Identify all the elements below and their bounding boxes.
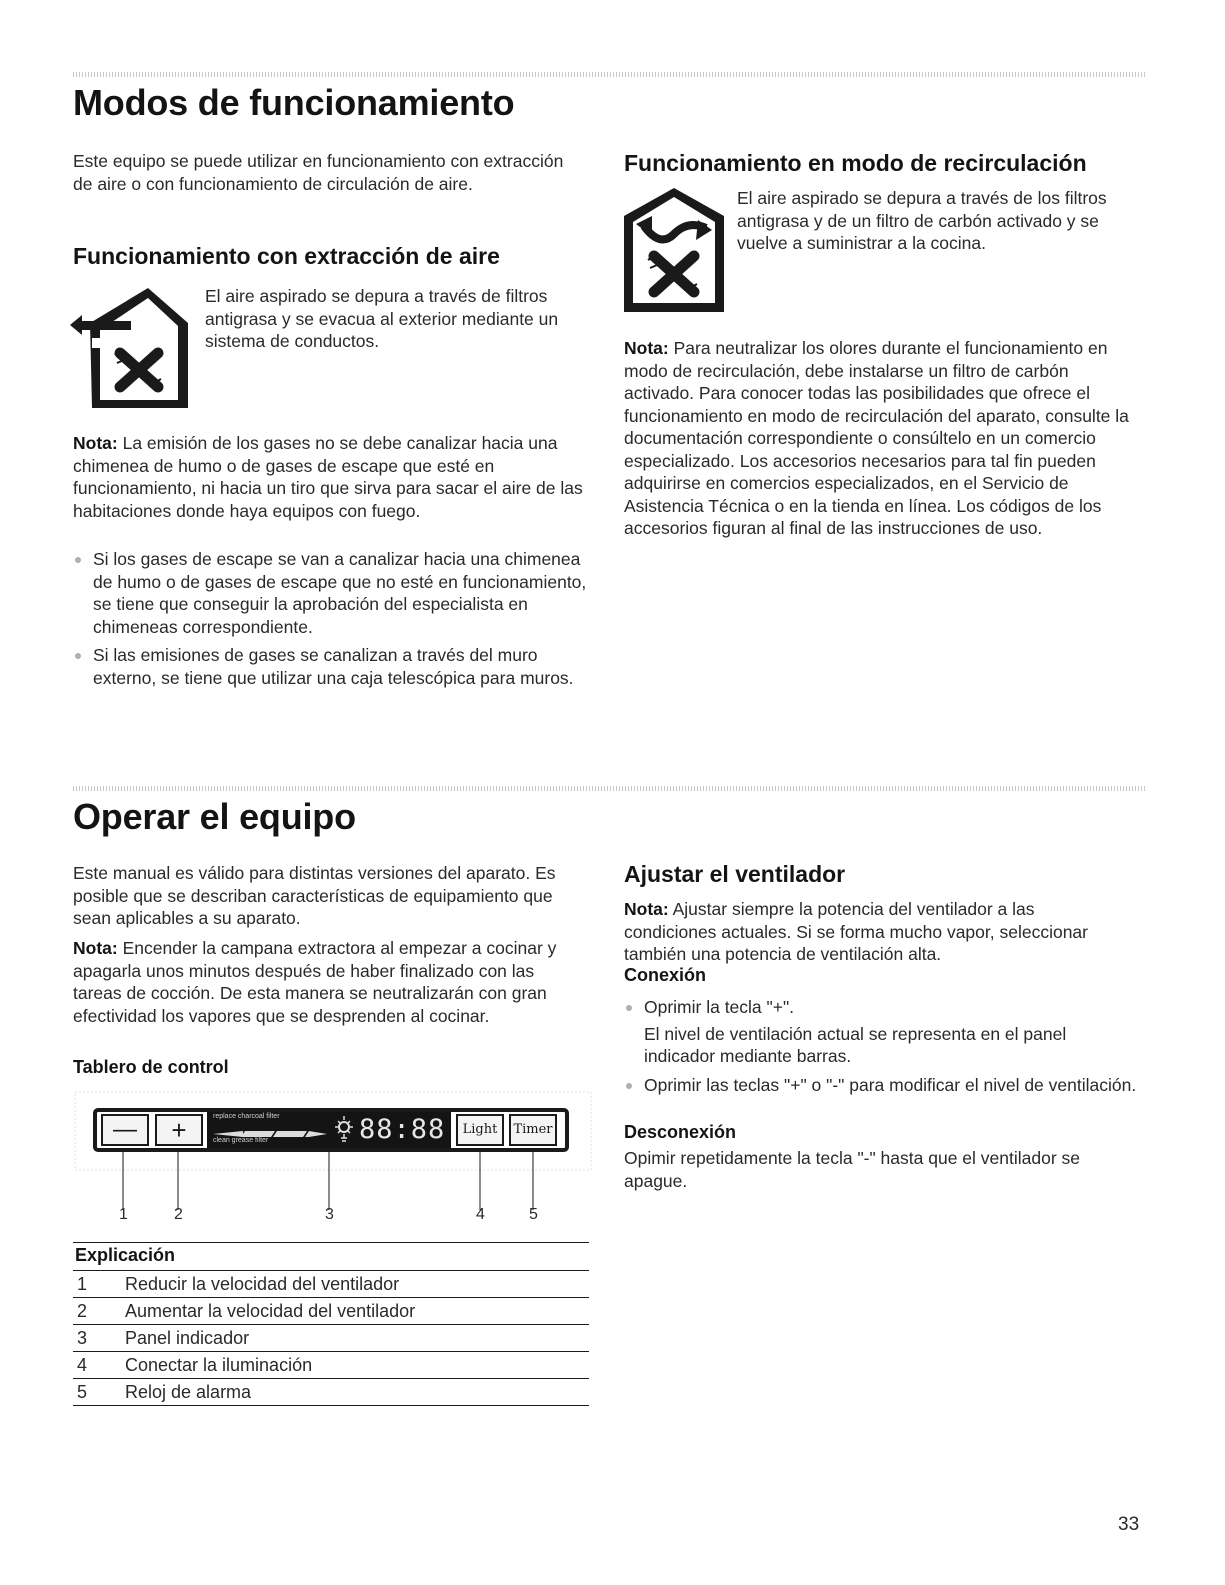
section-divider: [73, 72, 1145, 77]
row-text: Panel indicador: [123, 1325, 589, 1352]
extraction-note: [73, 432, 585, 522]
list-item: Oprimir las teclas "+" o "-" para modificar el nivel de ventilación.: [624, 1074, 1139, 1097]
control-panel-heading: Tablero de control: [73, 1057, 229, 1077]
section-title-operar: Operar el equipo: [73, 796, 356, 837]
callout-3: 3: [325, 1206, 334, 1223]
callout-5: 5: [529, 1206, 538, 1223]
row-text: Aumentar la velocidad del ventilador: [123, 1298, 589, 1325]
row-number: 4: [73, 1352, 123, 1379]
heading-connection: Conexión: [624, 965, 707, 985]
row-text: Reloj de alarma: [123, 1379, 589, 1406]
operar-intro: Este manual es válido para distintas versiones del aparato. Es posible que se describan características de equipamiento que sean aplicables a su aparato.: [73, 863, 556, 928]
extraction-mode-icon: [70, 283, 195, 413]
timer-button-label: Timer: [513, 1122, 553, 1137]
heading-extraction: Funcionamiento con extracción de aire: [73, 243, 500, 269]
heading-recirculation: Funcionamiento en modo de recirculación: [624, 150, 1087, 176]
recirculation-note: [624, 337, 1139, 540]
list-item: Si los gases de escape se van a canalizar hacia una chimenea de humo o de gases de escape que no esté en funcionamiento, se tiene que conseguir la aprobación del especialista en chimeneas correspondiente.: [73, 548, 588, 638]
note-text: Ajustar siempre la potencia del ventilador a las condiciones actuales. Si se forma mucho vapor, seleccionar también una potencia de ventilación alta.: [624, 899, 1088, 964]
table-row: [73, 1271, 589, 1298]
bullet-subtext: El nivel de ventilación actual se representa en el panel indicador mediante barras.: [644, 1023, 1067, 1066]
extraction-bullets: [73, 548, 588, 695]
light-button[interactable]: [456, 1114, 504, 1146]
note-label: Nota:: [73, 433, 118, 453]
recirculation-mode-icon: [622, 186, 727, 314]
timer-button[interactable]: [509, 1114, 557, 1146]
note-label: Nota:: [624, 899, 669, 919]
row-number: 2: [73, 1298, 123, 1325]
display-panel: [207, 1112, 451, 1148]
section-divider: [73, 786, 1145, 791]
recirculation-description: El aire aspirado se depura a través de los filtros antigrasa y de un filtro de carbón activado y se vuelve a suministrar a la cocina.: [737, 188, 1107, 253]
row-text: Reducir la velocidad del ventilador: [123, 1271, 589, 1298]
note-text: Encender la campana extractora al empezar a cocinar y apagarla unos minutos después de haber finalizado con las tareas de cocción. De esta manera se neutralizarán con gran efectividad los vapores que se desprenden al cocinar.: [73, 938, 557, 1026]
connection-bullets: [624, 996, 1139, 1102]
row-number: 1: [73, 1271, 123, 1298]
bullet-text: Oprimir la tecla "+".: [644, 997, 795, 1017]
intro-paragraph: Este equipo se puede utilizar en funcionamiento con extracción de aire o con funcionamiento de circulación de aire.: [73, 151, 564, 194]
table-header: Explicación: [73, 1243, 589, 1271]
control-panel-figure: [73, 1090, 593, 1230]
row-text: Conectar la iluminación: [123, 1352, 589, 1379]
plus-icon: +: [171, 1115, 187, 1145]
heading-fan: Ajustar el ventilador: [624, 861, 846, 887]
filter-indicator-charcoal: replace charcoal filter: [213, 1113, 280, 1120]
operar-note: [73, 937, 585, 1027]
note-text: La emisión de los gases no se debe canalizar hacia una chimenea de humo o de gases de escape que esté en funcionamiento, ni hacia un tiro que sirva para sacar el aire de las habitaciones donde haya equipos con fuego.: [73, 433, 583, 521]
light-bulb-icon: [333, 1115, 355, 1143]
minus-icon: —: [113, 1116, 137, 1143]
row-number: 3: [73, 1325, 123, 1352]
note-label: Nota:: [624, 338, 669, 358]
fan-note: [624, 898, 1124, 966]
time-display: 88:88: [359, 1114, 446, 1145]
explanation-table: [73, 1242, 589, 1406]
table-row: [73, 1352, 589, 1379]
light-button-label: Light: [462, 1122, 498, 1137]
heading-disconnection: Desconexión: [624, 1122, 737, 1142]
list-item: [624, 996, 1139, 1068]
disconnection-text: Opimir repetidamente la tecla "-" hasta que el ventilador se apague.: [624, 1148, 1080, 1191]
table-row: [73, 1298, 589, 1325]
table-row: [73, 1379, 589, 1406]
callout-2: 2: [174, 1206, 183, 1223]
page-number: 33: [1118, 1514, 1140, 1535]
extraction-description: El aire aspirado se depura a través de filtros antigrasa y se evacua al exterior mediante un sistema de conductos.: [205, 286, 559, 351]
note-label: Nota:: [73, 938, 118, 958]
section-title-modos: Modos de funcionamiento: [73, 82, 515, 123]
fan-level-bars: [213, 1125, 327, 1133]
filter-indicator-grease: clean grease filter: [213, 1137, 269, 1144]
table-row: [73, 1325, 589, 1352]
fan-increase-button[interactable]: [155, 1114, 203, 1146]
callout-1: 1: [119, 1206, 128, 1223]
list-item: Si las emisiones de gases se canalizan a través del muro externo, se tiene que utilizar una caja telescópica para muros.: [73, 644, 588, 689]
fan-decrease-button[interactable]: [101, 1114, 149, 1146]
row-number: 5: [73, 1379, 123, 1406]
note-text: Para neutralizar los olores durante el funcionamiento en modo de recirculación, debe instalarse un filtro de carbón activado. Para conocer todas las posibilidades que ofrece el funcionamiento en modo de recirculación del aparato, consulte la documentación correspondiente o consúltelo en un comercio especializado. Los accesorios necesarios para tal fin pueden adquirirse en comercios especializados, en el Servicio de Asistencia Técnica o en la tienda en línea. Los códigos de los accesorios figuran al final de las instrucciones de uso.: [624, 338, 1129, 538]
callout-4: 4: [476, 1206, 485, 1223]
